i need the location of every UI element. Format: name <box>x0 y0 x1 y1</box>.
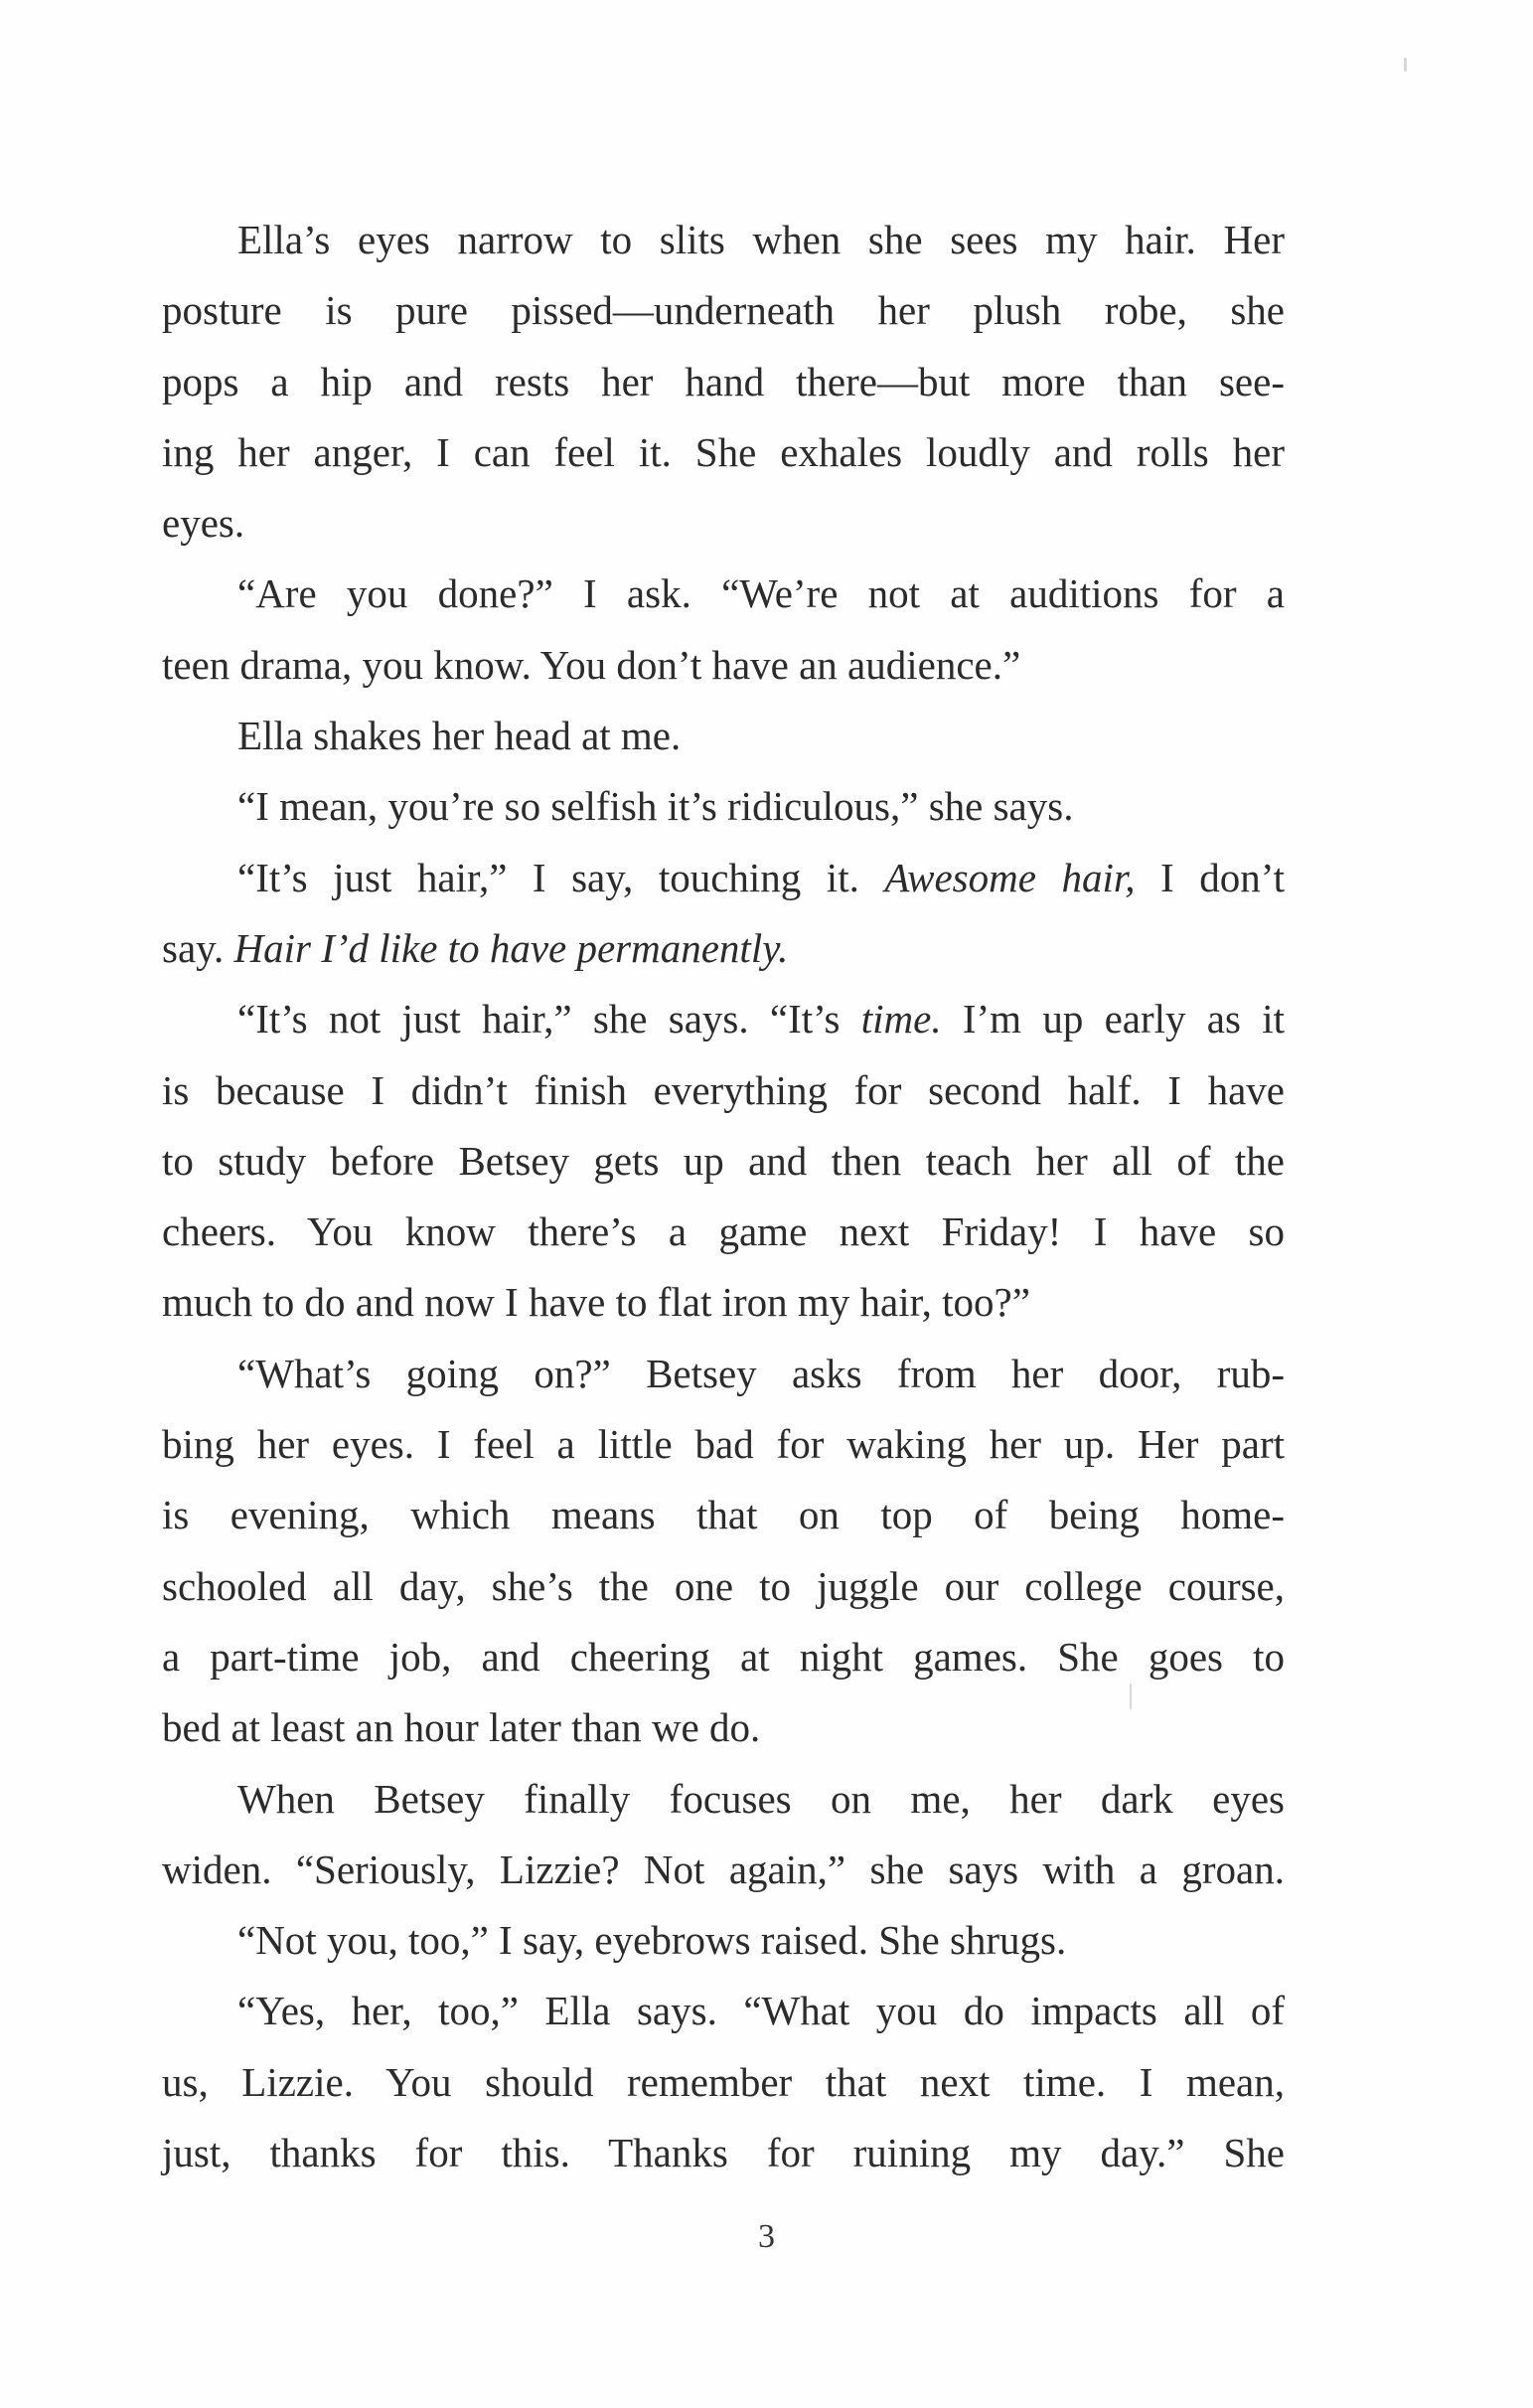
text-line: bing her eyes. I feel a little bad for waking her up. Her part <box>162 1421 1285 1468</box>
text-line: cheers. You know there’s a game next Friday! I have so <box>162 1208 1285 1255</box>
text-line: just, thanks for this. Thanks for ruining my day.” She <box>162 2130 1285 2176</box>
text-line: widen. “Seriously, Lizzie? Not again,” she says with a groan. <box>162 1846 1285 1892</box>
text-line: a part-time job, and cheering at night games. She goes to <box>162 1633 1285 1680</box>
text-line: schooled all day, she’s the one to juggle our college course, <box>162 1562 1285 1609</box>
text-line: When Betsey finally focuses on me, her dark eyes <box>237 1775 1285 1822</box>
text-segment: say. <box>162 924 234 971</box>
scan-speck <box>1130 1684 1132 1709</box>
text-line: much to do and now I have to flat iron my hair, too?” <box>162 1279 1030 1326</box>
text-line: “I mean, you’re so selfish it’s ridiculous,” she says. <box>237 783 1074 830</box>
page-number: 3 <box>758 2218 775 2255</box>
text-segment: I’m up early as it <box>941 996 1286 1043</box>
text-line: us, Lizzie. You should remember that next time. I mean, <box>162 2058 1285 2105</box>
italic-text: Awesome hair, <box>884 854 1136 900</box>
italic-text: Hair I’d like to have permanently. <box>233 924 789 971</box>
italic-text: time. <box>860 996 942 1043</box>
scan-speck <box>1404 58 1407 72</box>
body-text <box>162 205 1285 2188</box>
text-line: eyes. <box>162 500 245 547</box>
text-line: “Not you, too,” I say, eyebrows raised. She shrugs. <box>237 1917 1067 1964</box>
text-line: “What’s going on?” Betsey asks from her door, rub- <box>237 1350 1285 1396</box>
text-line: is evening, which means that on top of being home- <box>162 1492 1285 1538</box>
text-segment: “It’s not just hair,” she says. “It’s <box>237 996 861 1043</box>
text-line: ing her anger, I can feel it. She exhales loudly and rolls her <box>162 428 1285 475</box>
text-line: teen drama, you know. You don’t have an audience.” <box>162 641 1021 688</box>
text-line: “Are you done?” I ask. “We’re not at auditions for a <box>237 570 1285 617</box>
text-line <box>162 843 1285 913</box>
text-line: posture is pure pissed—underneath her plush robe, she <box>162 287 1285 334</box>
text-line: “Yes, her, too,” Ella says. “What you do impacts all of <box>237 1988 1285 2034</box>
text-line: is because I didn’t finish everything for second half. I have <box>162 1066 1285 1113</box>
text-line <box>162 984 1285 1054</box>
text-line <box>162 913 1285 984</box>
text-segment: “It’s just hair,” I say, touching it. <box>237 854 885 900</box>
text-line: bed at least an hour later than we do. <box>162 1704 761 1751</box>
text-segment: I don’t <box>1135 854 1285 900</box>
text-line: Ella’s eyes narrow to slits when she sees my hair. Her <box>237 217 1285 262</box>
text-line: to study before Betsey gets up and then teach her all of the <box>162 1137 1285 1184</box>
text-line: Ella shakes her head at me. <box>237 713 682 759</box>
text-line: pops a hip and rests her hand there—but more than see- <box>162 358 1285 404</box>
